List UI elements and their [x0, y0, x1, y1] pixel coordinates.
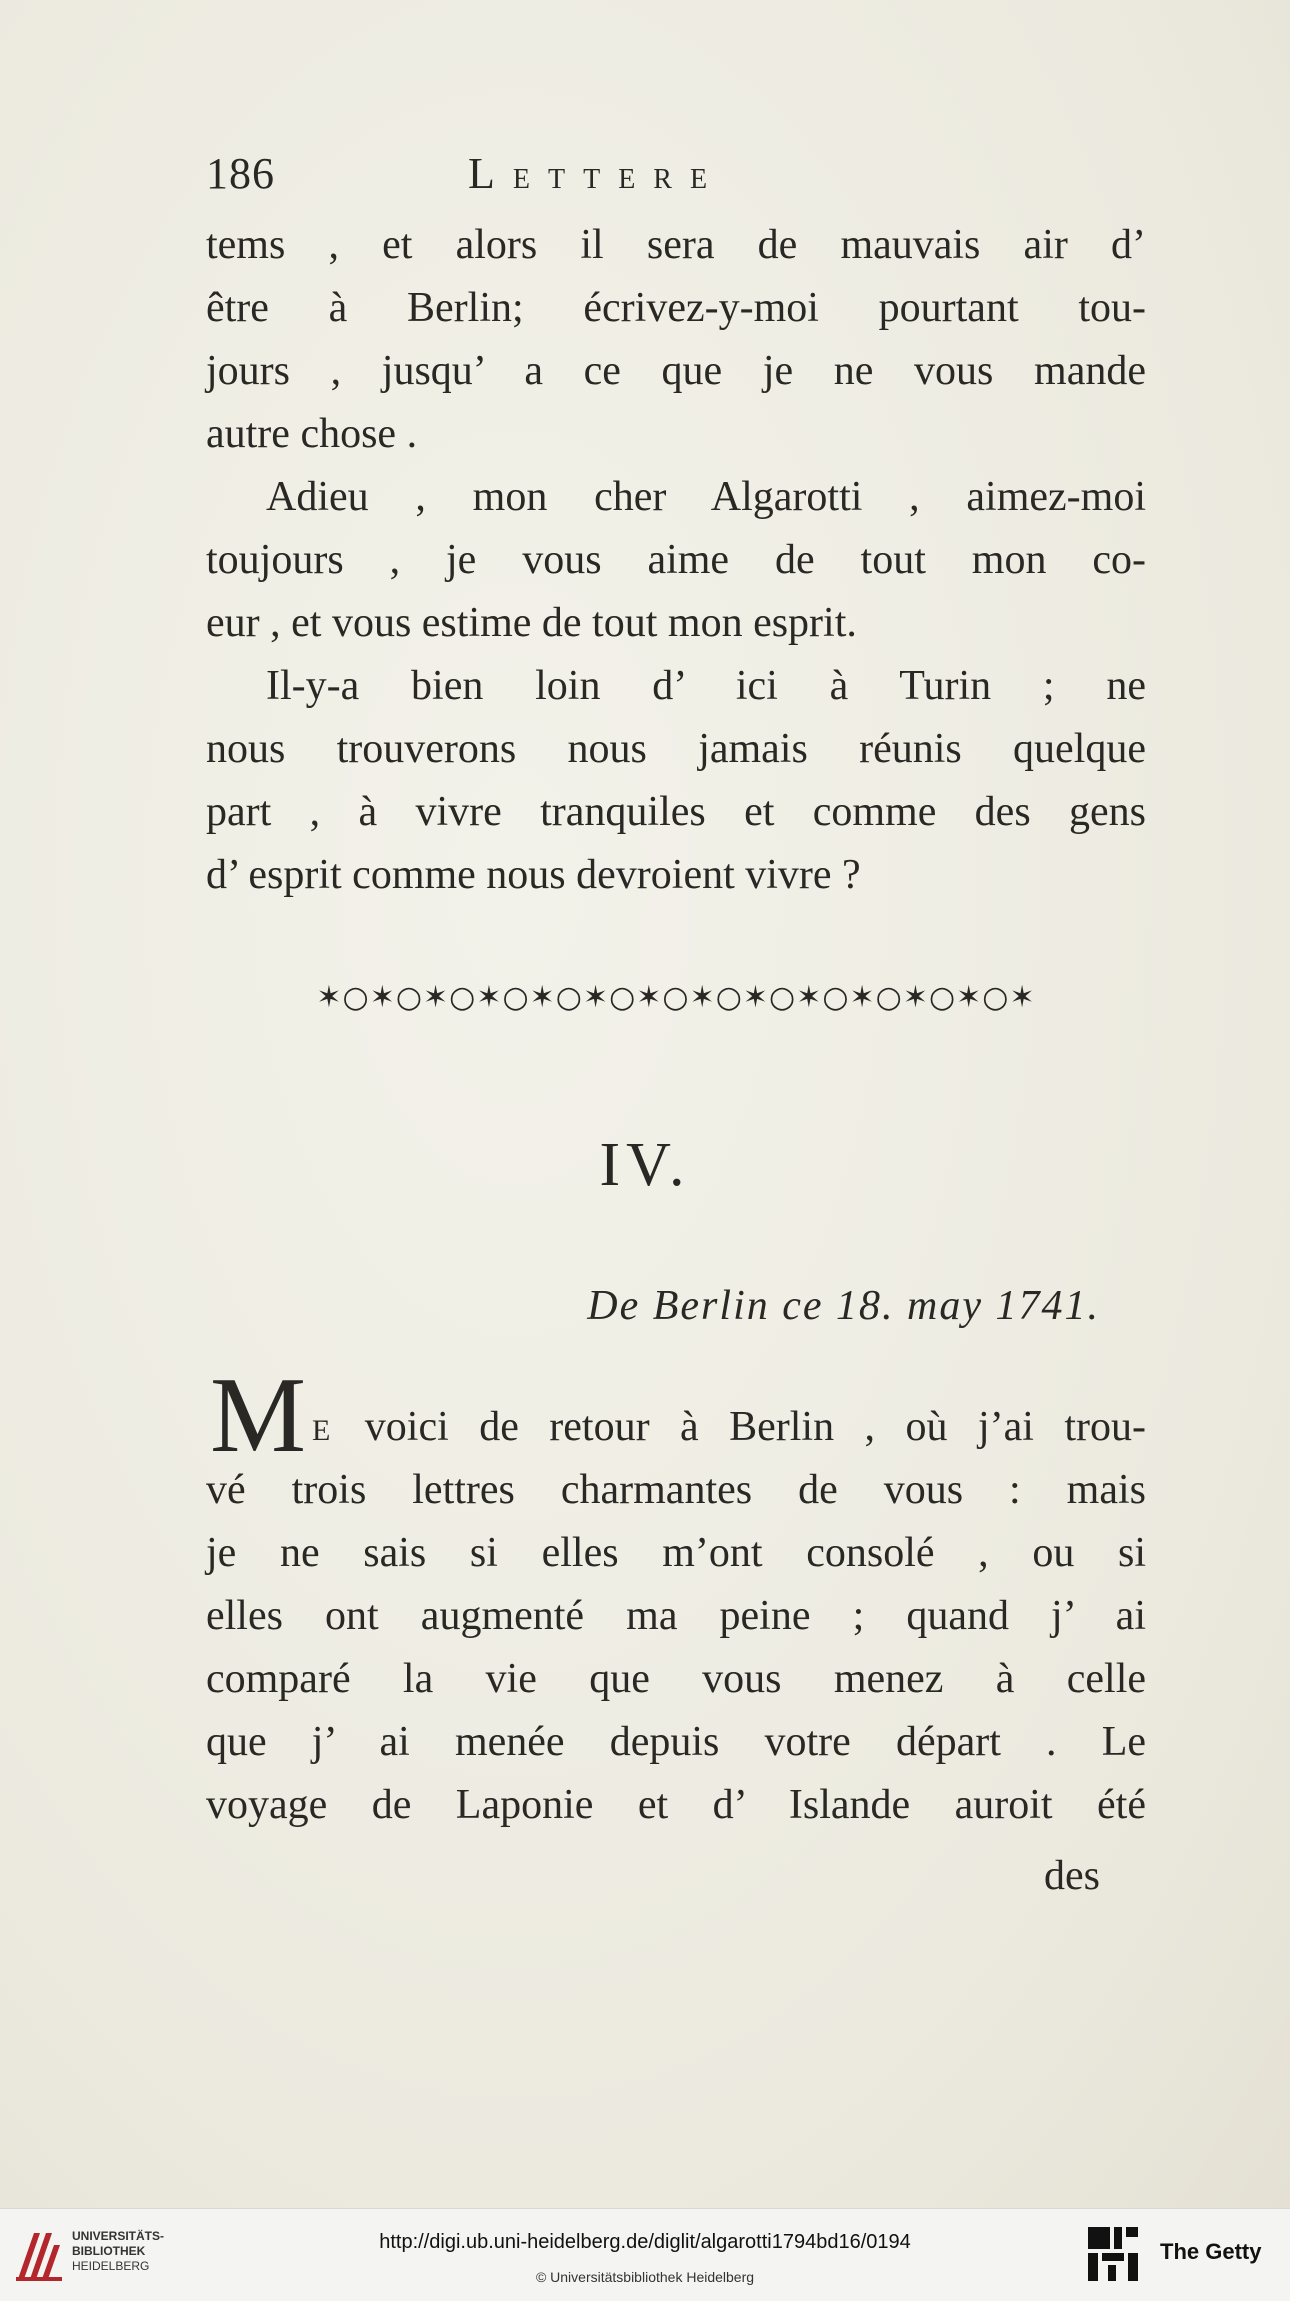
letter-number: IV.	[599, 1131, 691, 1199]
text-line: comparé la vie que vous menez à celle	[206, 1656, 1146, 1702]
paragraph-1	[206, 214, 1146, 466]
text-line: je ne sais si elles m’ont consolé , ou si	[206, 1530, 1146, 1576]
dateline: De Berlin ce 18. may 1741.	[587, 1283, 1100, 1329]
ornamental-divider: ✶○✶○✶○✶○✶○✶○✶○✶○✶○✶○✶○✶○✶○✶	[316, 980, 1036, 1015]
university-name-line: HEIDELBERG	[72, 2259, 150, 2273]
paragraph-3	[206, 655, 1146, 907]
getty-name: The Getty	[1160, 2239, 1262, 2264]
running-title	[468, 148, 725, 199]
text-line: que j’ ai menée depuis votre départ . Le	[206, 1719, 1146, 1765]
drop-cap-rest: E	[312, 1414, 335, 1447]
text-line: Il-y-a bien loin d’ ici à Turin ; ne	[266, 663, 1146, 709]
first-line-text: voici de retour à Berlin , où j’ai trou-	[364, 1404, 1146, 1450]
text-line: voyage de Laponie et d’ Islande auroit été	[206, 1782, 1146, 1828]
letter-first-line	[312, 1396, 1146, 1462]
text-line: elles ont augmenté ma peine ; quand j’ ai	[206, 1593, 1146, 1639]
text-line: tems , et alors il sera de mauvais air d’	[206, 222, 1146, 268]
university-name-line: UNIVERSITÄTS-	[72, 2229, 165, 2243]
permalink-url[interactable]: http://digi.ub.uni-heidelberg.de/diglit/algarotti1794bd16/0194	[379, 2231, 911, 2253]
university-name-line: BIBLIOTHEK	[72, 2244, 146, 2258]
drop-cap: M	[210, 1356, 307, 1475]
text-line: eur , et vous estime de tout mon esprit.	[206, 600, 857, 646]
running-title-initial: L	[468, 149, 513, 198]
text-line: part , à vivre tranquiles et comme des gens	[206, 789, 1146, 835]
text-line: être à Berlin; écrivez-y-moi pourtant tou-	[206, 285, 1146, 331]
text-line: autre chose .	[206, 411, 418, 457]
getty-logo-icon	[1086, 2225, 1140, 2285]
catchword: des	[1044, 1853, 1100, 1899]
page-number: 186	[206, 149, 275, 198]
text-line: Adieu , mon cher Algarotti , aimez-moi	[266, 474, 1146, 520]
text-line: vé trois lettres charmantes de vous : mais	[206, 1467, 1146, 1513]
letter-body	[206, 1459, 1146, 1837]
viewer-footer	[0, 2208, 1290, 2301]
copyright-notice: © Universitätsbibliothek Heidelberg	[535, 2269, 755, 2285]
running-title-rest: ETTERE	[512, 164, 726, 195]
text-line: toujours , je vous aime de tout mon co-	[206, 537, 1146, 583]
text-line: jours , jusqu’ a ce que je ne vous mande	[206, 348, 1146, 394]
page-header	[206, 148, 946, 208]
text-line: d’ esprit comme nous devroient vivre ?	[206, 852, 861, 898]
text-line	[312, 1396, 1146, 1462]
paragraph-2	[206, 466, 1146, 655]
text-line: nous trouverons nous jamais réunis quelque	[206, 726, 1146, 772]
